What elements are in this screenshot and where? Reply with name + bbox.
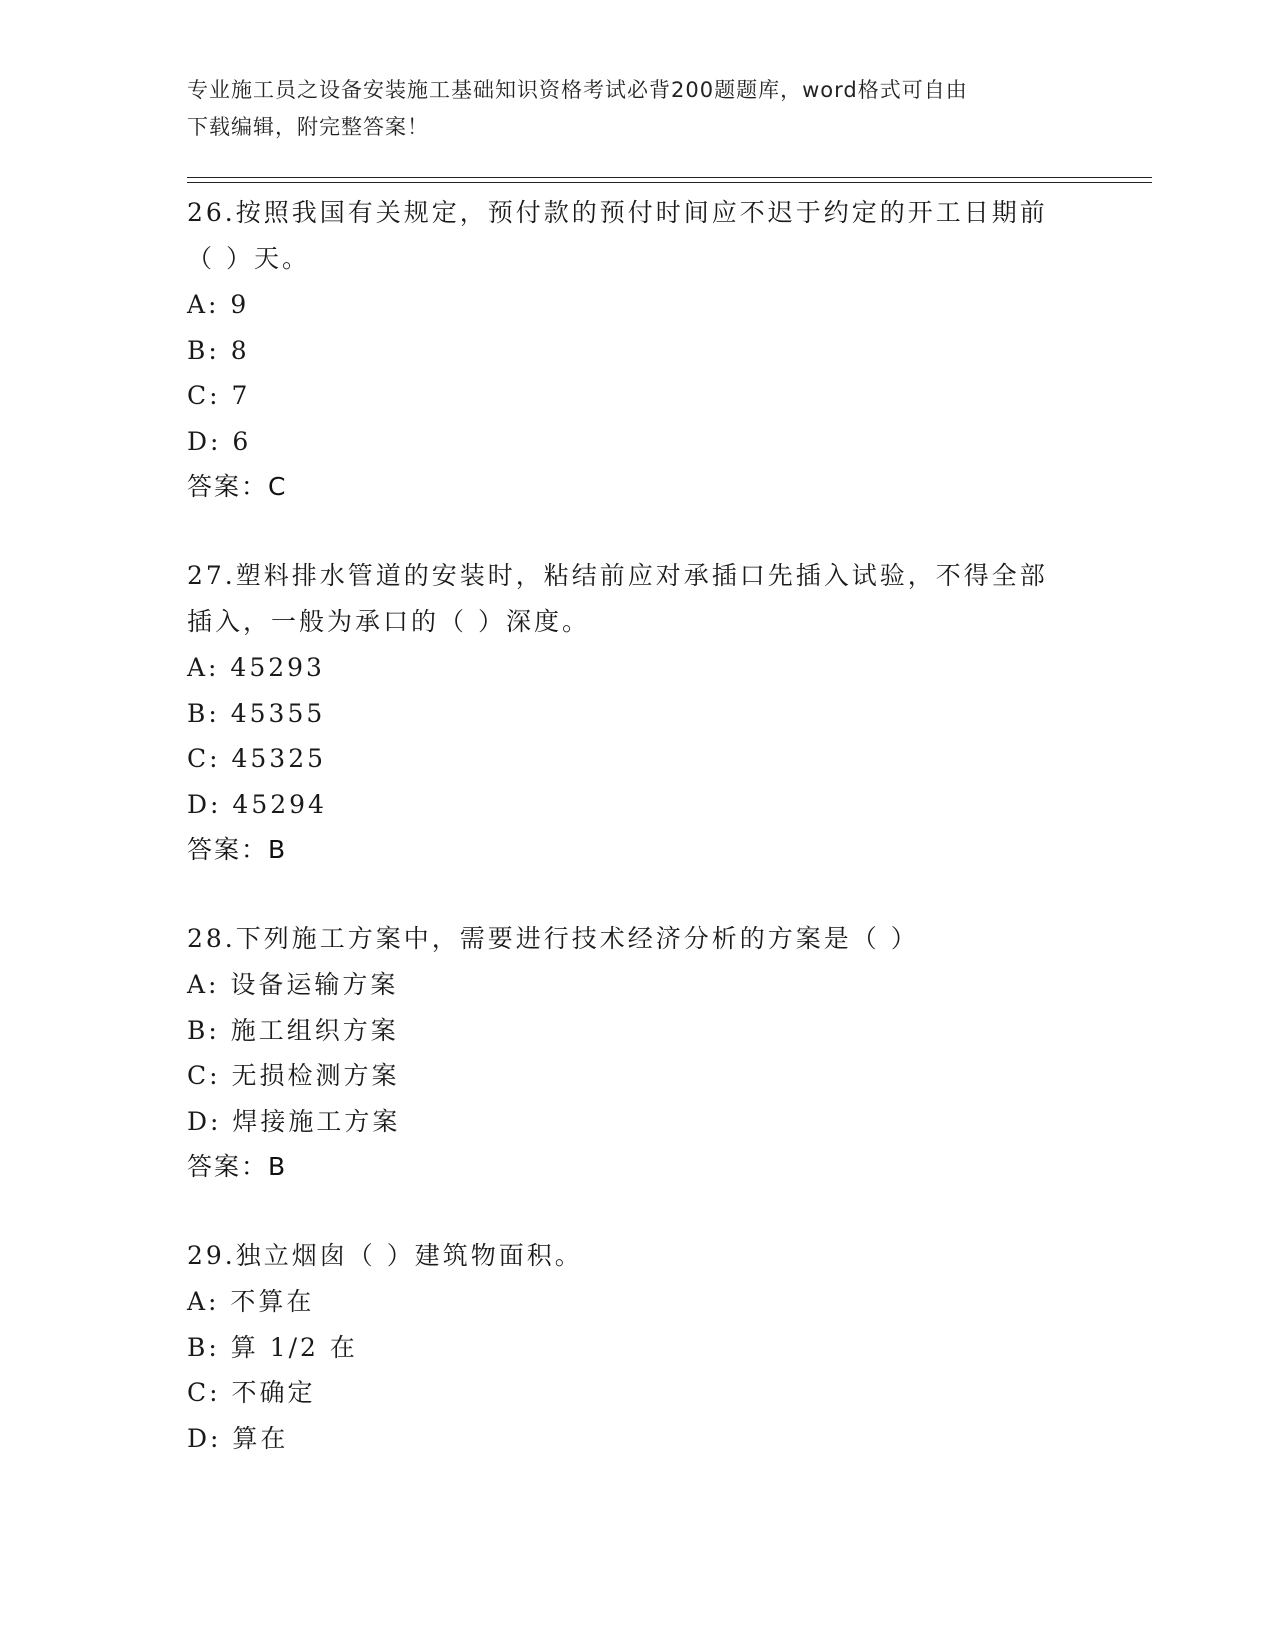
option-a: A: 设备运输方案 bbox=[187, 970, 399, 999]
option-b: B: 45355 bbox=[187, 698, 326, 728]
option-b: B: 8 bbox=[187, 335, 250, 365]
question-26 bbox=[187, 190, 1087, 510]
question-stem-continued: 插入，一般为承口的（ ）深度。 bbox=[187, 607, 590, 636]
option-a: A: 不算在 bbox=[187, 1287, 315, 1316]
header-line-2: 下载编辑，附完整答案！ bbox=[187, 115, 429, 139]
header-line-1: 专业施工员之设备安装施工基础知识资格考试必背200题题库，word格式可自由 bbox=[187, 78, 968, 102]
answer-label: 答案：B bbox=[187, 835, 288, 864]
question-28 bbox=[187, 916, 1087, 1190]
question-27 bbox=[187, 553, 1087, 873]
header-divider-bottom bbox=[187, 182, 1152, 183]
question-29 bbox=[187, 1233, 1087, 1461]
question-list bbox=[187, 190, 1087, 1504]
question-stem-continued: （ ）天。 bbox=[187, 244, 310, 273]
option-c: C: 不确定 bbox=[187, 1378, 316, 1407]
option-d: D: 6 bbox=[187, 426, 252, 456]
option-d: D: 焊接施工方案 bbox=[187, 1106, 401, 1136]
option-d: D: 算在 bbox=[187, 1423, 289, 1453]
option-d: D: 45294 bbox=[187, 789, 327, 819]
option-b: B: 施工组织方案 bbox=[187, 1015, 399, 1045]
document-header bbox=[187, 72, 1087, 146]
option-c: C: 45325 bbox=[187, 744, 327, 773]
option-a: A: 45293 bbox=[187, 653, 325, 682]
question-stem: 27.塑料排水管道的安装时，粘结前应对承插口先插入试验，不得全部 bbox=[187, 561, 1048, 590]
header-divider-top bbox=[187, 177, 1152, 178]
answer-label: 答案：C bbox=[187, 472, 288, 501]
option-c: C: 无损检测方案 bbox=[187, 1061, 400, 1090]
question-stem: 26.按照我国有关规定，预付款的预付时间应不迟于约定的开工日期前 bbox=[187, 198, 1048, 227]
answer-label: 答案：B bbox=[187, 1152, 288, 1181]
option-c: C: 7 bbox=[187, 381, 251, 410]
option-a: A: 9 bbox=[187, 290, 250, 319]
question-stem: 28.下列施工方案中，需要进行技术经济分析的方案是（ ） bbox=[187, 924, 919, 953]
question-stem: 29.独立烟囱（ ）建筑物面积。 bbox=[187, 1241, 583, 1270]
option-b: B: 算 1/2 在 bbox=[187, 1332, 358, 1362]
